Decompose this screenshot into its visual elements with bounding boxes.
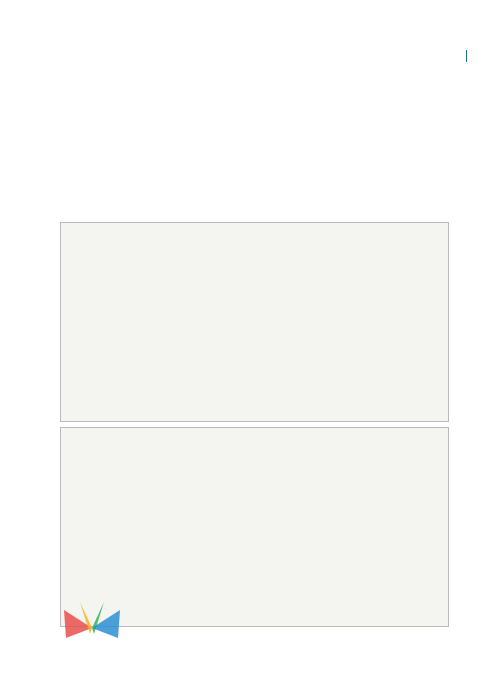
watermark-logo [42,600,142,656]
ecg-strip-atrial-fibrillation [60,222,449,422]
ecg-bottom-trace [61,428,448,626]
ecg-top-trace [61,223,448,421]
header-divider [466,50,467,62]
running-header [270,50,470,64]
ecg-strip-post-cardioversion [60,427,449,627]
